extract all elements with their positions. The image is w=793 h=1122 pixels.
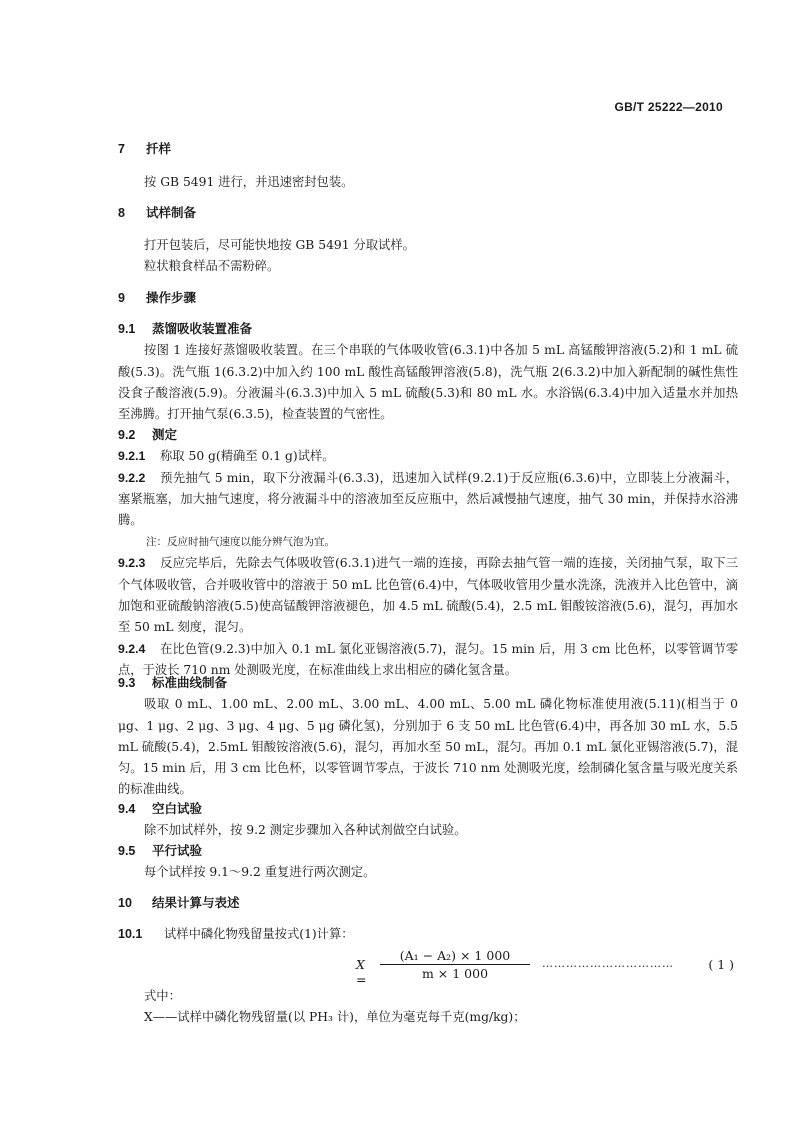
text-s9-s95-title: 平行试验 bbox=[152, 844, 203, 858]
text-s9-s95-num: 9.5 bbox=[118, 844, 136, 858]
text-s10-s101-num: 10.1 bbox=[118, 927, 143, 941]
text-s9-s92-s921-body: 称取 50 g(精确至 0.1 g)试样。 bbox=[160, 449, 335, 464]
formula-fraction bbox=[380, 948, 530, 981]
text-s9-title: 操作步骤 bbox=[146, 291, 197, 305]
section-9-3 bbox=[118, 673, 738, 801]
text-s10-where_label: 式中： bbox=[144, 989, 181, 1003]
section-7-body bbox=[118, 172, 738, 193]
text-s7-title: 扦样 bbox=[146, 142, 172, 156]
text-s9-s92-s924-num: 9.2.4 bbox=[118, 641, 146, 656]
formula-lhs: X = bbox=[356, 957, 367, 987]
text-s9-s92-s924-body: 在比色管(9.2.3)中加入 0.1 mL 氯化亚锡溶液(5.7)，混匀。15 min 后，用 3 cm 比色杯，以零管调节零点，于波长 710 nm 处测吸光度，在标准曲线上求出相应的磷化氢含量。 bbox=[118, 641, 738, 677]
text-s9-s92-title: 测定 bbox=[152, 428, 178, 442]
text-s7-num: 7 bbox=[118, 142, 125, 156]
section-9 bbox=[118, 288, 738, 309]
text-s8-num: 8 bbox=[118, 206, 125, 220]
text-s9-s93-body: 吸取 0 mL、1.00 mL、2.00 mL、3.00 mL、4.00 mL、5.00 mL 磷化物标准使用液(5.11)(相当于 0 μg、1 μg、2 μg、3 μg、4 μg、5 μg 磷化氢)，分别加于 6 支 50 mL 比色管(6.4)中，再各加 30 mL 水，5.5 mL 硫酸(5.4)，2.5mL 钼酸铵溶液(5.6)，混匀，再加水至 50 mL，混匀。再加 0.1 mL 氯化亚锡溶液(5.7)，混匀。15 min 后，用 3 cm 比色杯，以零管调节零点，于波长 710 nm 处测吸光度，绘制磷化氢含量与吸光度关系的标准曲线。 bbox=[118, 697, 738, 797]
text-s9-s92-s923-body: 反应完毕后，先除去气体吸收管(6.3.1)进气一端的连接，再除去抽气管一端的连接，关闭抽气泵，取下三个气体吸收管，合并吸收管中的溶液于 50 mL 比色管(6.4)中，气体吸收管用少量水洗涤，洗液并入比色管中，滴加饱和亚硫酸钠溶液(5.5)使高锰酸钾溶液褪色，加 4.5 mL 硫酸(5.4)，2.5 mL 钼酸铵溶液(5.6)，混匀，再加水至 50 mL 刻度，混匀。 bbox=[118, 556, 738, 635]
text-s9-s91-body: 按图 1 连接好蒸馏吸收装置。在三个串联的气体吸收管(6.3.1)中各加 5 mL 高锰酸钾溶液(5.2)和 1 mL 硫酸(5.3)。洗气瓶 1(6.3.2)中加入约 100 mL 酸性高锰酸钾溶液(5.8)，洗气瓶 2(6.3.2)中加入新配制的碱性焦性没食子酸溶液(5.9)。分液漏斗(6.3.3)中加入 5 mL 硫酸(5.3)和 80 mL 水。水浴锅(6.3.4)中加入适量水并加热至沸腾。打开抽气泵(6.3.5)，检查装置的气密性。 bbox=[118, 343, 738, 422]
section-heading bbox=[118, 139, 738, 160]
equation-number: ( 1 ) bbox=[708, 957, 734, 972]
text-s9-s93-title: 标准曲线制备 bbox=[152, 676, 228, 690]
standard-code: GB/T 25222—2010 bbox=[614, 100, 723, 114]
section-9-1 bbox=[118, 319, 738, 425]
formula-denominator: m × 1 000 bbox=[421, 966, 489, 981]
section-7 bbox=[118, 139, 738, 160]
text-s9-s94-body: 除不加试样外，按 9.2 测定步骤加入各种试剂做空白试验。 bbox=[144, 823, 467, 838]
text-s10-title: 结果计算与表述 bbox=[152, 896, 240, 910]
text-s9-s92-s922-body: 预先抽气 5 min，取下分液漏斗(6.3.3)，迅速加入试样(9.2.1)于反应瓶(6.3.6)中，立即装上分液漏斗，塞紧瓶塞，加大抽气速度，将分液漏斗中的溶液加至反应瓶中，然后减慢抽气速度，抽气 30 min，并保持水浴沸腾。 bbox=[118, 470, 738, 528]
text-s9-s93-num: 9.3 bbox=[118, 676, 136, 690]
formula-1 bbox=[118, 948, 738, 987]
formula-numerator: (A₁ − A₂) × 1 000 bbox=[399, 948, 511, 963]
section-8 bbox=[118, 203, 738, 224]
text-s8-title: 试样制备 bbox=[146, 206, 197, 220]
section-heading bbox=[118, 288, 738, 309]
text-s9-s91-title: 蒸馏吸收装置准备 bbox=[152, 322, 253, 336]
text-s9-s92-s921-num: 9.2.1 bbox=[118, 449, 146, 464]
text-s9-s95-body: 每个试样按 9.1～9.2 重复进行两次测定。 bbox=[144, 865, 376, 880]
text-s8-body1: 打开包装后，尽可能快地按 GB 5491 分取试样。 bbox=[144, 238, 415, 252]
section-heading bbox=[118, 893, 738, 914]
section-8-body bbox=[118, 235, 738, 278]
fraction-bar bbox=[380, 964, 530, 965]
section-9-5 bbox=[118, 841, 738, 884]
text-s9-s92-s922-num: 9.2.2 bbox=[118, 470, 146, 485]
section-9-2 bbox=[118, 425, 738, 681]
text-s8-body2: 粒状粮食样品不需粉碎。 bbox=[144, 259, 280, 274]
leader-dots: …………………………… bbox=[542, 957, 674, 970]
text-s10-var_x: X——试样中磷化物残留量(以 PH₃ 计)，单位为毫克每千克(mg/kg)； bbox=[144, 1010, 526, 1025]
text-s9-s92-num: 9.2 bbox=[118, 428, 136, 442]
text-s9-s92-s923-num: 9.2.3 bbox=[118, 556, 146, 571]
text-s10-s101-body: 试样中磷化物残留量按式(1)计算： bbox=[164, 927, 354, 941]
text-s10-num: 10 bbox=[118, 896, 132, 910]
note: 注：反应时抽气速度以能分辨气泡为宜。 bbox=[146, 536, 335, 549]
section-9-4 bbox=[118, 799, 738, 842]
where-block bbox=[118, 986, 738, 1029]
text-s9-num: 9 bbox=[118, 291, 125, 305]
section-10 bbox=[118, 893, 738, 914]
section-10-1 bbox=[118, 924, 738, 945]
section-heading bbox=[118, 203, 738, 224]
text-s9-s91-num: 9.1 bbox=[118, 322, 136, 336]
text-s9-s94-num: 9.4 bbox=[118, 802, 136, 816]
text-s7-body: 按 GB 5491 进行，并迅速密封包装。 bbox=[144, 175, 354, 189]
text-s9-s94-title: 空白试验 bbox=[152, 802, 203, 816]
